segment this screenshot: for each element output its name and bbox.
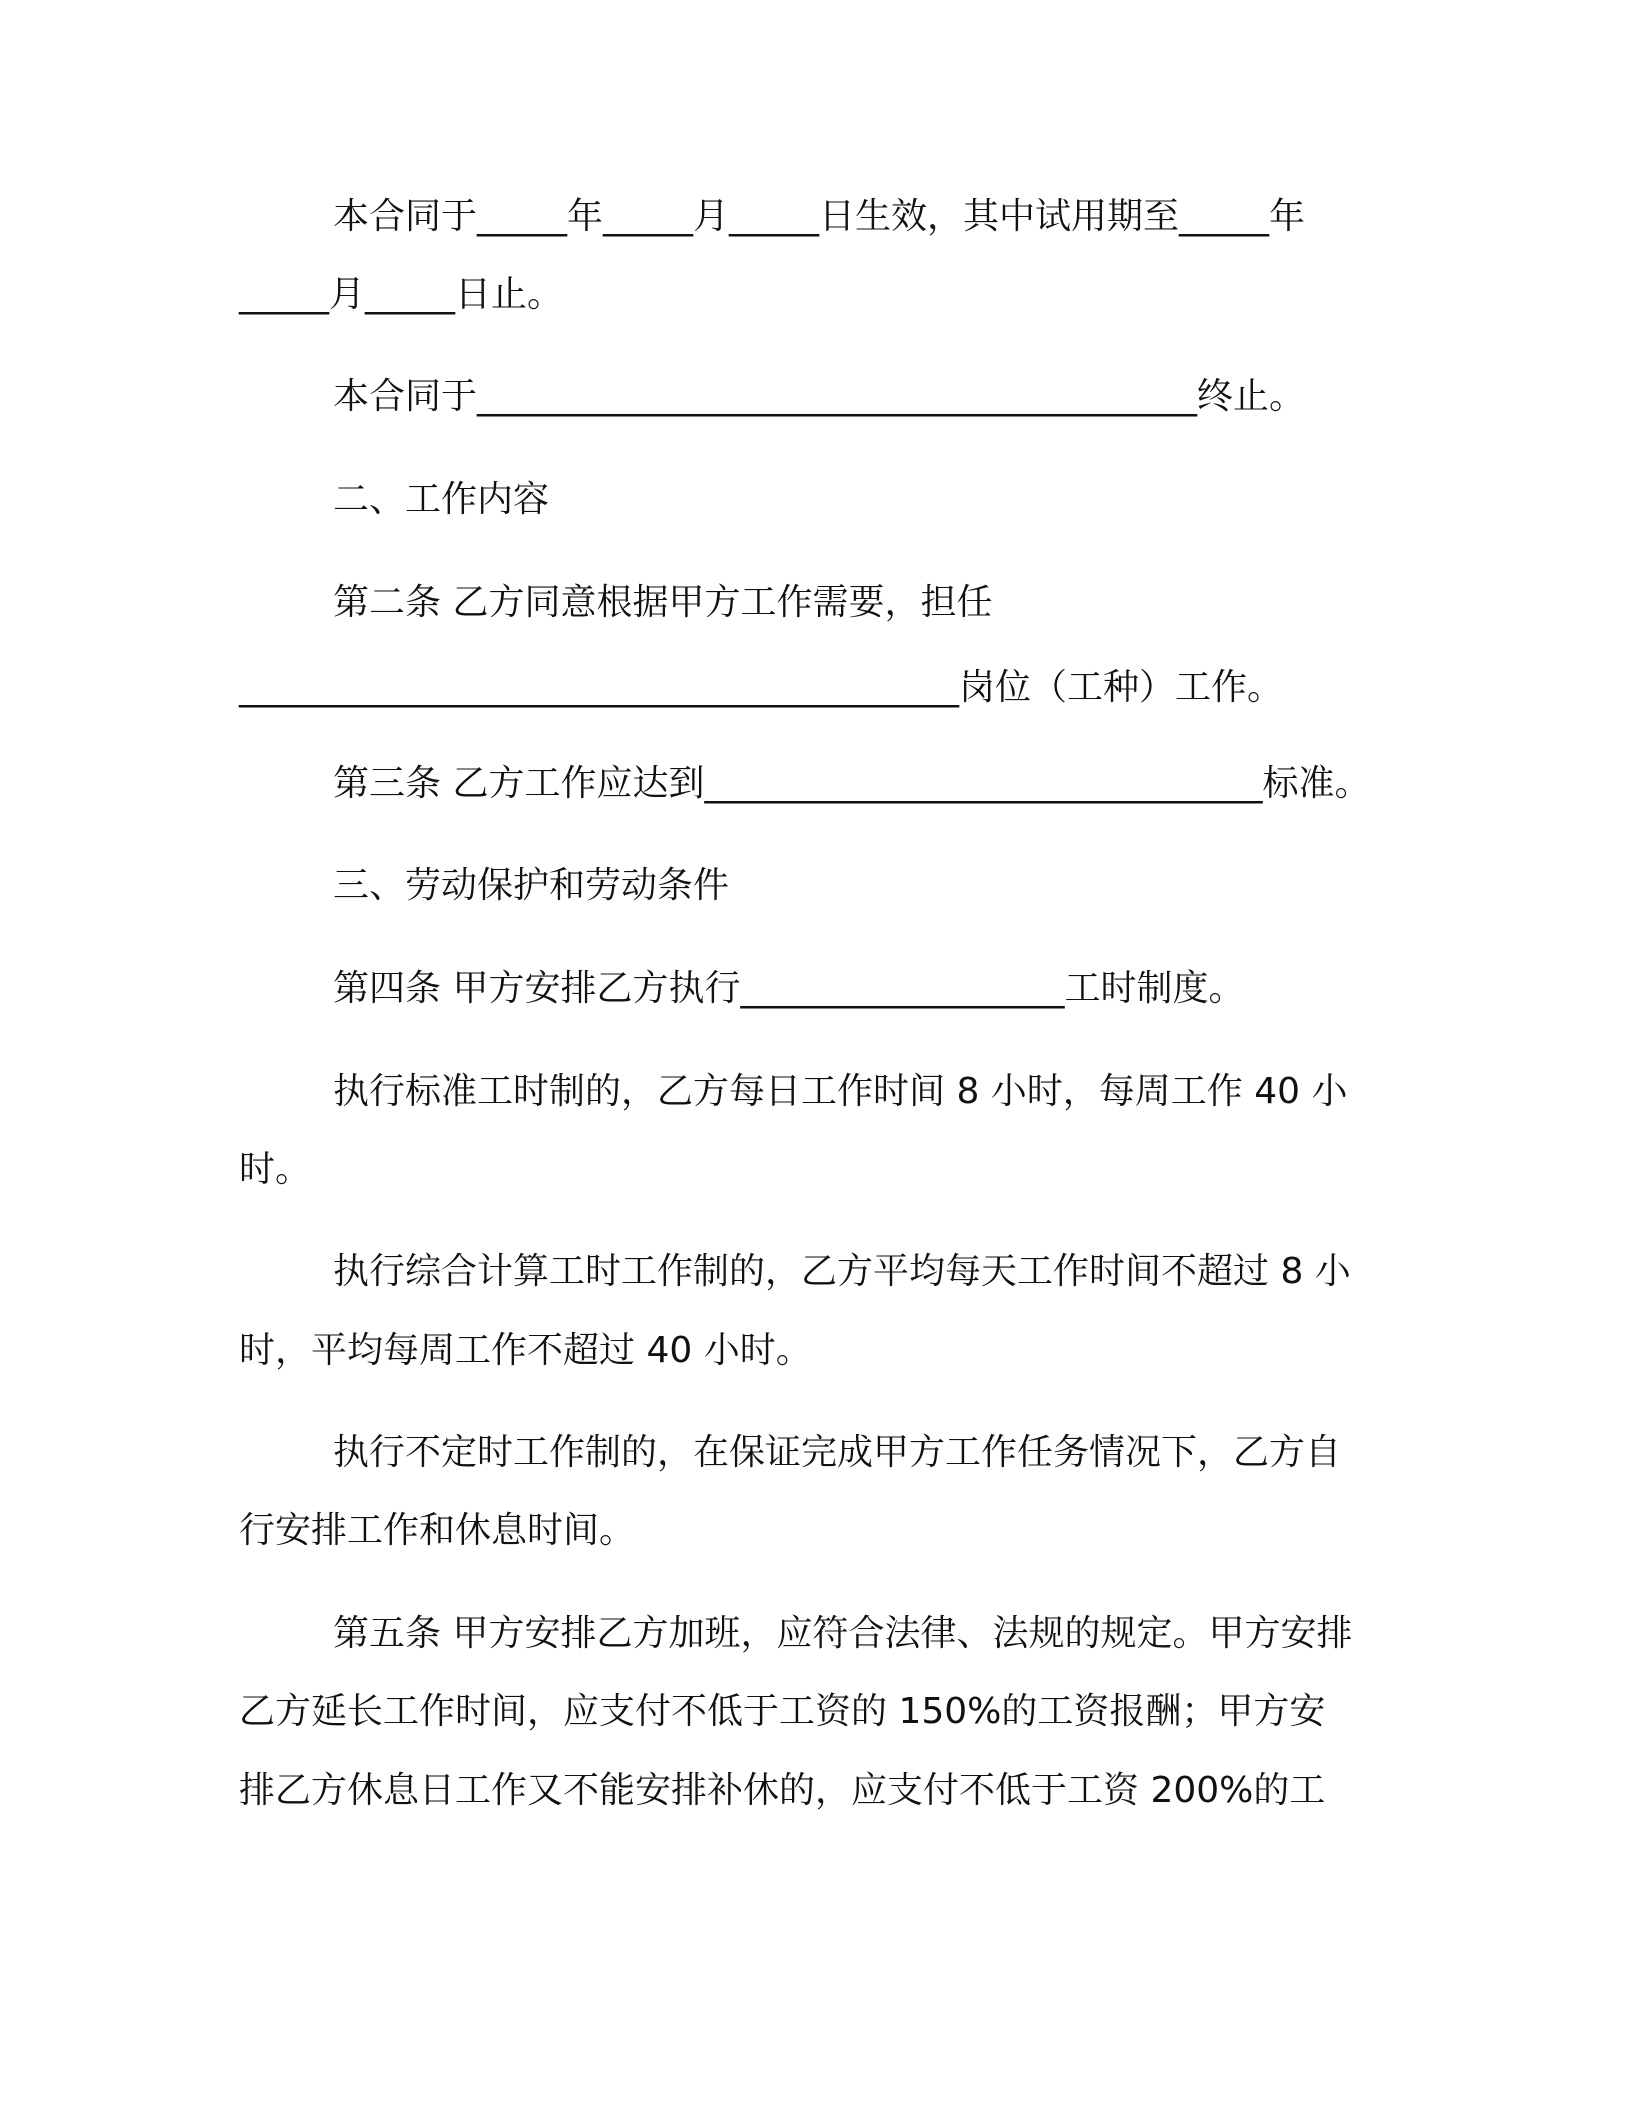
termination-line: 本合同于________________________________________终止。 [333, 376, 1306, 417]
article-5-line-1: 第五条 甲方安排乙方加班，应符合法律、法规的规定。甲方安排 [333, 1613, 1353, 1654]
article-2-line-2: ________________________________________岗位（工种）工作。 [239, 667, 1284, 708]
probation-end-line: _____月_____日止。 [239, 274, 564, 315]
standard-hours-line-1: 执行标准工时制的，乙方每日工作时间 8 小时，每周工作 40 小 [333, 1071, 1348, 1112]
article-3-line: 第三条 乙方工作应达到_______________________________标准。 [333, 763, 1371, 804]
flexible-hours-line-1: 执行不定时工作制的，在保证完成甲方工作任务情况下，乙方自 [333, 1432, 1342, 1473]
article-5-line-2: 乙方延长工作时间，应支付不低于工资的 150%的工资报酬；甲方安 [239, 1691, 1326, 1732]
comprehensive-hours-line-1: 执行综合计算工时工作制的，乙方平均每天工作时间不超过 8 小 [333, 1251, 1351, 1292]
effective-date-line: 本合同于_____年_____月_____日生效，其中试用期至_____年 [333, 196, 1306, 237]
comprehensive-hours-line-2: 时，平均每周工作不超过 40 小时。 [239, 1330, 812, 1371]
section-heading-labor-protection: 三、劳动保护和劳动条件 [333, 865, 730, 906]
article-4-line: 第四条 甲方安排乙方执行__________________工时制度。 [333, 968, 1245, 1009]
section-heading-work-content: 二、工作内容 [333, 479, 550, 520]
flexible-hours-line-2: 行安排工作和休息时间。 [239, 1510, 636, 1551]
article-5-line-3: 排乙方休息日工作又不能安排补休的，应支付不低于工资 200%的工 [239, 1770, 1326, 1811]
article-2-line-1: 第二条 乙方同意根据甲方工作需要，担任 [333, 582, 993, 623]
standard-hours-line-2: 时。 [239, 1149, 312, 1190]
